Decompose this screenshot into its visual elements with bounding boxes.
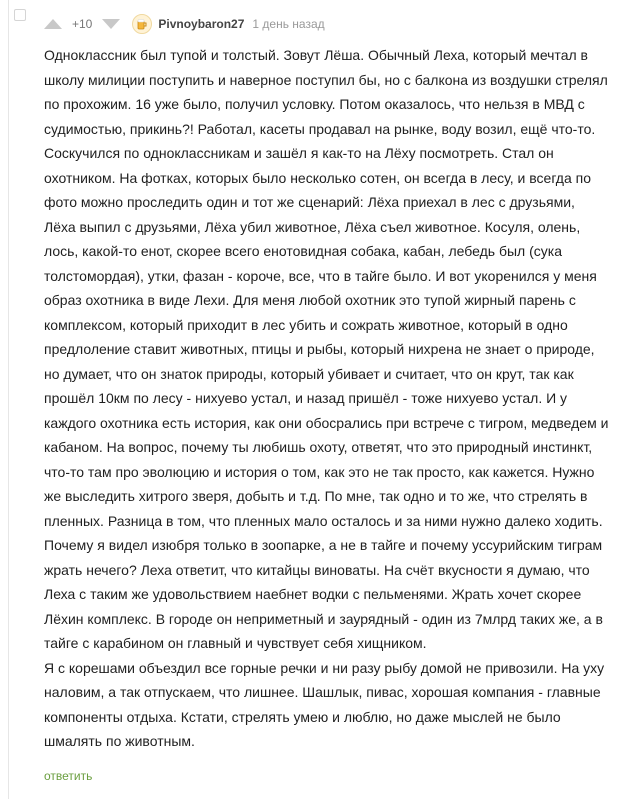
comment-rating: +10	[72, 17, 93, 31]
comment-body	[44, 43, 610, 754]
reply-link[interactable]: ответить	[44, 769, 93, 783]
thread-line	[8, 0, 9, 799]
comment-paragraph: Я с корешами объездил все горные речки и ни разу рыбу домой не привозили. На уху наловим, а так отпускаем, что лишнее. Шашлык, пивас, хорошая компания - главные компоненты отдыха. Кстати, стрелять умею и люблю, но даже мыслей не было шмалять по животным.	[44, 659, 605, 749]
comment-header	[44, 13, 325, 35]
beer-mug-icon	[135, 17, 149, 31]
arrow-down-icon[interactable]	[102, 19, 120, 29]
comment-paragraph: Одноклассник был тупой и толстый. Зовут Лёша. Обычный Леха, который мечтал в школу милиции поступить и наверное поступил бы, но с балкона из воздушки стрелял по прохожим. 16 уже было, получил условку. Потом оказалось, что нельзя в МВД с судимостью, прикинь?! Работал, касеты продавал на рынке, воду возил, ещё что-то. Соскучился по одноклассникам и зашёл я как-то на Лёху посмотреть. Стал он охотником. На фотках, которых было несколько сотен, он всегда в лесу, и всегда по фото можно проследить один и тот же сценарий: Лёха приехал в лес с друзьями, Лёха выпил с друзьями, Лёха убил животное, Лёха съел животное. Косуля, олень, лось, какой-то енот, скорее всего енотовидная собака, кабан, лебедь был (сука толстомордая), утки, фазан - короче, все, что в тайге было. И вот укоренился у меня образ охотника в виде Лехи. Для меня любой охотник это тупой жирный парень с комплексом, который приходит в лес убить и сожрать животное, который в одно предлоление ставит животных, птицы и рыбы, который нихрена не знает о природе, но думает, что он знаток природы, который убивает и считает, что он крут, так как прошёл 10км по лесу - нихуево устал, и назад пришёл - тоже нихуево устал. И у каждого охотника есть история, как они обосрались при встрече с тигром, медведем и кабаном. На вопрос, почему ты любишь охоту, ответят, что это природный инстинкт, что-то там про эволюцию и история о том, как это не так просто, как кажется. Нужно же выследить хитрого зверя, добыть и т.д. По мне, так одно и то же, что стрелять в пленных. Разница в том, что пленных мало осталось и за ними нужно далеко ходить. Почему я видел изюбря только в зоопарке, а не в тайге и почему уссурийским тиграм жрать нечего? Леха ответит, что китайцы виноваты. На счёт вкусности я думаю, что Леха с таким же удовольствием наебнет водки с пельменями. Жрать хочет скорее Лёхин комплекс. В городе он неприметный и заурядный - один из 7млрд таких же, а в тайге с карабином он главный и чувствует себя хищником.	[44, 47, 609, 651]
arrow-up-icon[interactable]	[44, 19, 62, 29]
collapse-square-icon[interactable]	[14, 9, 26, 21]
avatar[interactable]	[132, 14, 152, 34]
comment-timestamp[interactable]: 1 день назад	[252, 17, 325, 31]
comment-author[interactable]: Pivnoybaron27	[158, 17, 245, 31]
